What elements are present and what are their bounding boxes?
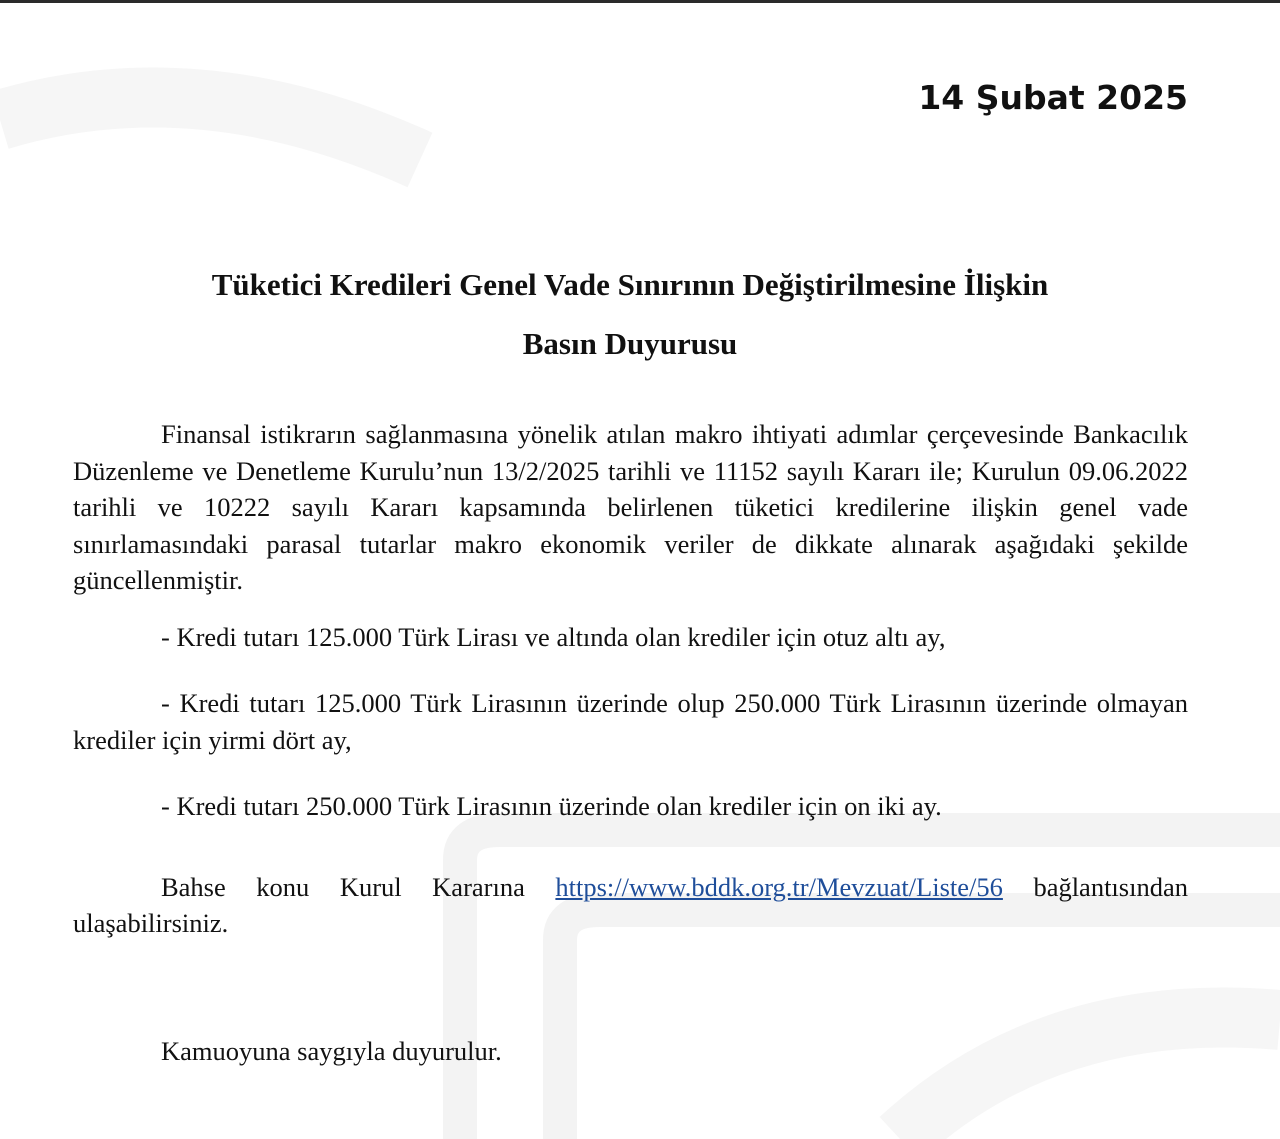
document-title-line2: Basın Duyurusu <box>522 326 738 361</box>
top-border <box>0 0 1280 3</box>
closing-sentence: Kamuoyuna saygıyla duyurulur. <box>161 1035 502 1066</box>
reference-paragraph <box>73 869 1188 942</box>
bddk-regulation-link[interactable]: https://www.bddk.org.tr/Mevzuat/Liste/56 <box>555 871 1003 902</box>
document-body <box>73 416 1188 1069</box>
bullet-item: - Kredi tutarı 125.000 Türk Lirasının üzerinde olup 250.000 Türk Lirasının üzerinde olmayan krediler için yirmi dört ay, <box>73 688 1188 755</box>
intro-paragraph: Finansal istikrarın sağlanmasına yönelik atılan makro ihtiyati adımlar çerçevesinde Bankacılık Düzenleme ve Denetleme Kurulu’nun 13/2/2025 tarihli ve 11152 sayılı Kararı ile; Kurulun 09.06.2022 tarihli ve 10222 sayılı Kararı kapsamında belirlenen tüketici kredilerine ilişkin genel vade sınırlamasındaki parasal tutarlar makro ekonomik veriler de dikkate alınarak aşağıdaki şekilde güncellenmiştir. <box>73 419 1188 595</box>
bullet-item: - Kredi tutarı 250.000 Türk Lirasının üzerinde olan krediler için on iki ay. <box>161 791 942 821</box>
reference-text-before: Bahse konu Kurul Kararına <box>161 871 525 902</box>
document-date: 14 Şubat 2025 <box>918 78 1188 117</box>
bullet-item: - Kredi tutarı 125.000 Türk Lirası ve altında olan krediler için otuz altı ay, <box>161 621 946 652</box>
document-title-line1: Tüketici Kredileri Genel Vade Sınırının Değiştirilmesine İlişkin <box>211 267 1049 302</box>
reference-text-after: bağlantısından ulaşabilirsiniz. <box>73 871 1188 938</box>
